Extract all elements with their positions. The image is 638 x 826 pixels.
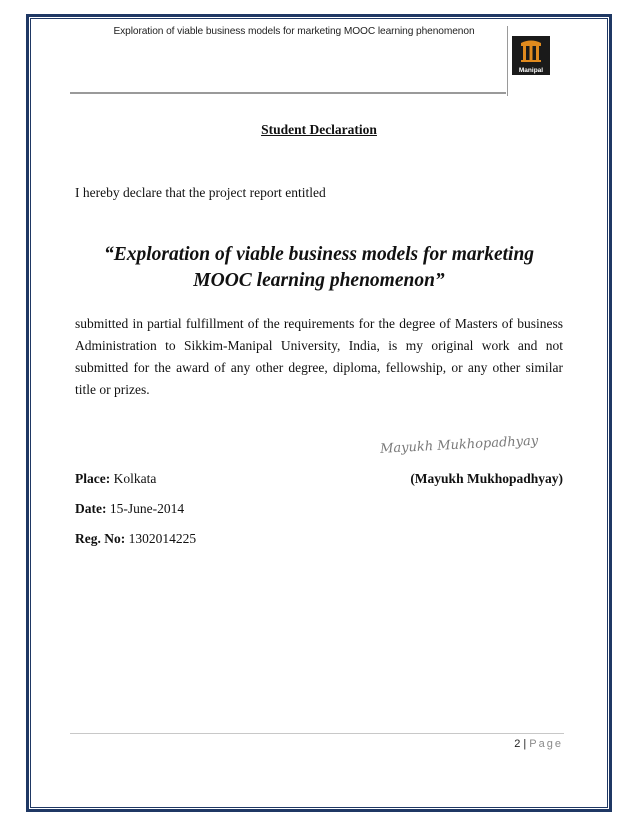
place-field [75, 471, 156, 487]
reg-value: 1302014225 [128, 531, 197, 546]
date-value: 15-June-2014 [109, 501, 185, 516]
project-title-quote [75, 242, 563, 294]
header-divider [507, 26, 508, 96]
page-label: Page [529, 738, 563, 750]
quote-line-1: “Exploration of viable business models for marketing [103, 244, 535, 265]
reg-label: Reg. No: [75, 531, 126, 546]
manipal-logo [512, 36, 550, 76]
page-footer [360, 738, 563, 750]
page-separator: | [523, 738, 527, 750]
footer-rule [70, 733, 564, 734]
intro-text: I hereby declare that the project report entitled [75, 185, 326, 200]
signer-name: (Mayukh Mukhopadhyay) [410, 471, 563, 486]
date-field [75, 501, 184, 517]
declaration-paragraph: submitted in partial fulfillment of the requirements for the degree of Masters of business Administration to Sikkim-Manipal University, India, is my original work and not submitted for the award of any other degree, diploma, fellowship, or any other similar title or prizes. [75, 316, 563, 397]
signature-text: Mayukh Mukhopadhyay [379, 433, 539, 457]
page-title: Student Declaration [261, 122, 377, 137]
header-rule [70, 92, 506, 94]
handwritten-signature [378, 428, 568, 458]
reg-field [75, 531, 196, 547]
place-value: Kolkata [113, 471, 157, 486]
logo-label: Manipal [512, 66, 550, 75]
quote-line-2: MOOC learning phenomenon” [193, 270, 445, 291]
place-label: Place: [75, 471, 111, 486]
date-label: Date: [75, 501, 107, 516]
running-header: Exploration of viable business models for marketing MOOC learning phenomenon [113, 26, 475, 37]
manipal-emblem-icon [512, 36, 550, 66]
page-number: 2 [514, 738, 521, 750]
